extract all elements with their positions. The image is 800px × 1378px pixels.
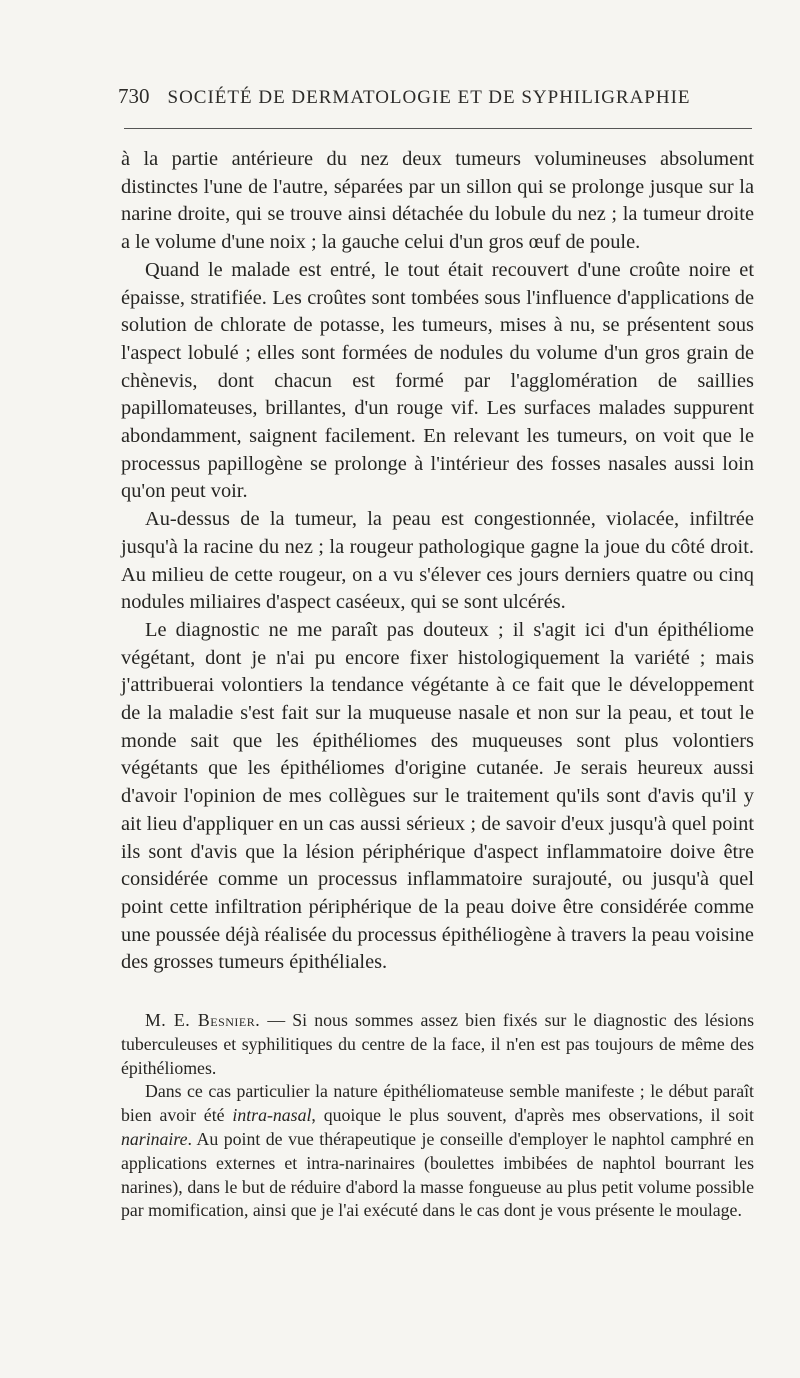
paragraph-2: Quand le malade est entré, le tout était recouvert d'une croûte noire et épaisse, stratifiée. Les croûtes sont tombées sous l'influence d'applications de solution de chlorate de potasse, les tumeurs, mises à nu, se présentent sous l'aspect lobulé ; elles sont formées de nodules du volume d'un gros grain de chènevis, dont chacun est formé par l'agglomération de saillies papillomateuses, brillantes, d'un rouge vif. Les surfaces malades suppurent abondamment, saignent facilement. En relevant les tumeurs, on voit que le processus papillogène se prolonge à l'intérieur des fosses nasales aussi loin qu'on peut voir. xyxy=(121,258,754,503)
discussion-paragraph-1 xyxy=(121,1009,754,1080)
discussion-text-1: — Si nous sommes assez bien fixés sur le diagnostic des lésions tuberculeuses et syphilitiques du centre de la face, il n'en est pas toujours de même des épithéliomes. xyxy=(121,1010,754,1078)
main-text xyxy=(121,146,754,977)
paragraph-3: Au-dessus de la tumeur, la peau est congestionnée, violacée, infiltrée jusqu'à la racine du nez ; la rougeur pathologique gagne la joue du côté droit. Au milieu de cette rougeur, on a vu s'élever ces jours derniers quatre ou cinq nodules miliaires d'aspect caséeux, qui se sont ulcérés. xyxy=(121,508,754,614)
paragraph-1: à la partie antérieure du nez deux tumeurs volumineuses absolument distinctes l'une de l'autre, séparées par un sillon qui se prolonge jusque sur la narine droite, qui se trouve ainsi détachée du lobule du nez ; la tumeur droite a le volume d'une noix ; la gauche celui d'un gros œuf de poule. xyxy=(121,148,754,254)
discussion-text-2a: Dans ce cas particulier la nature épithéliomateuse semble manifeste ; le début paraît bien avoir été xyxy=(121,1081,754,1126)
discussion-text-2c: . Au point de vue thérapeutique je conseille d'employer le naphtol camphré en applications externes et intra-narinaires (boulettes imbibées de naphtol bourrant les narines), dans le but de réduire d'abord la masse fongueuse au plus petit volume possible par momification, ainsi que je l'ai exécuté dans le cas dont je vous présente le moulage. xyxy=(121,1128,754,1221)
running-title: SOCIÉTÉ DE DERMATOLOGIE ET DE SYPHILIGRAPHIE xyxy=(167,87,691,108)
discussion-paragraph-2 xyxy=(121,1080,754,1223)
italic-term-2: narinaire xyxy=(121,1128,188,1149)
italic-term-1: intra-nasal xyxy=(232,1105,312,1126)
speaker-name: M. E. Besnier. xyxy=(145,1010,261,1030)
page-number: 730 xyxy=(118,84,150,108)
header-rule xyxy=(124,128,752,129)
discussion-text-2b: , quoique le plus souvent, d'après mes observations, il soit xyxy=(311,1105,754,1126)
discussion-section xyxy=(121,1009,754,1223)
running-header xyxy=(118,84,754,109)
paragraph-4: Le diagnostic ne me paraît pas douteux ; il s'agit ici d'un épithéliome végétant, dont je n'ai pu encore fixer histologiquement la variété ; mais j'attribuerai volontiers la tendance végétante à ce fait que le développement de la maladie s'est fait sur la muqueuse nasale et non sur la peau, et tout le monde sait que les épithéliomes des muqueuses sont plus volontiers végétants que les épithéliomes d'origine cutanée. Je serais heureux aussi d'avoir l'opinion de mes collègues sur le traitement qu'ils sont d'avis qu'il y ait lieu d'appliquer en un cas aussi sérieux ; de savoir d'eux jusqu'à quel point ils sont d'avis que la lésion périphérique d'aspect inflammatoire doive être considérée comme un processus inflammatoire surajouté, ou jusqu'à quel point cette infiltration périphérique de la peau doive être considérée comme une poussée déjà réalisée du processus épithéliogène à travers la peau voisine des grosses tumeurs épithéliales. xyxy=(121,618,754,974)
